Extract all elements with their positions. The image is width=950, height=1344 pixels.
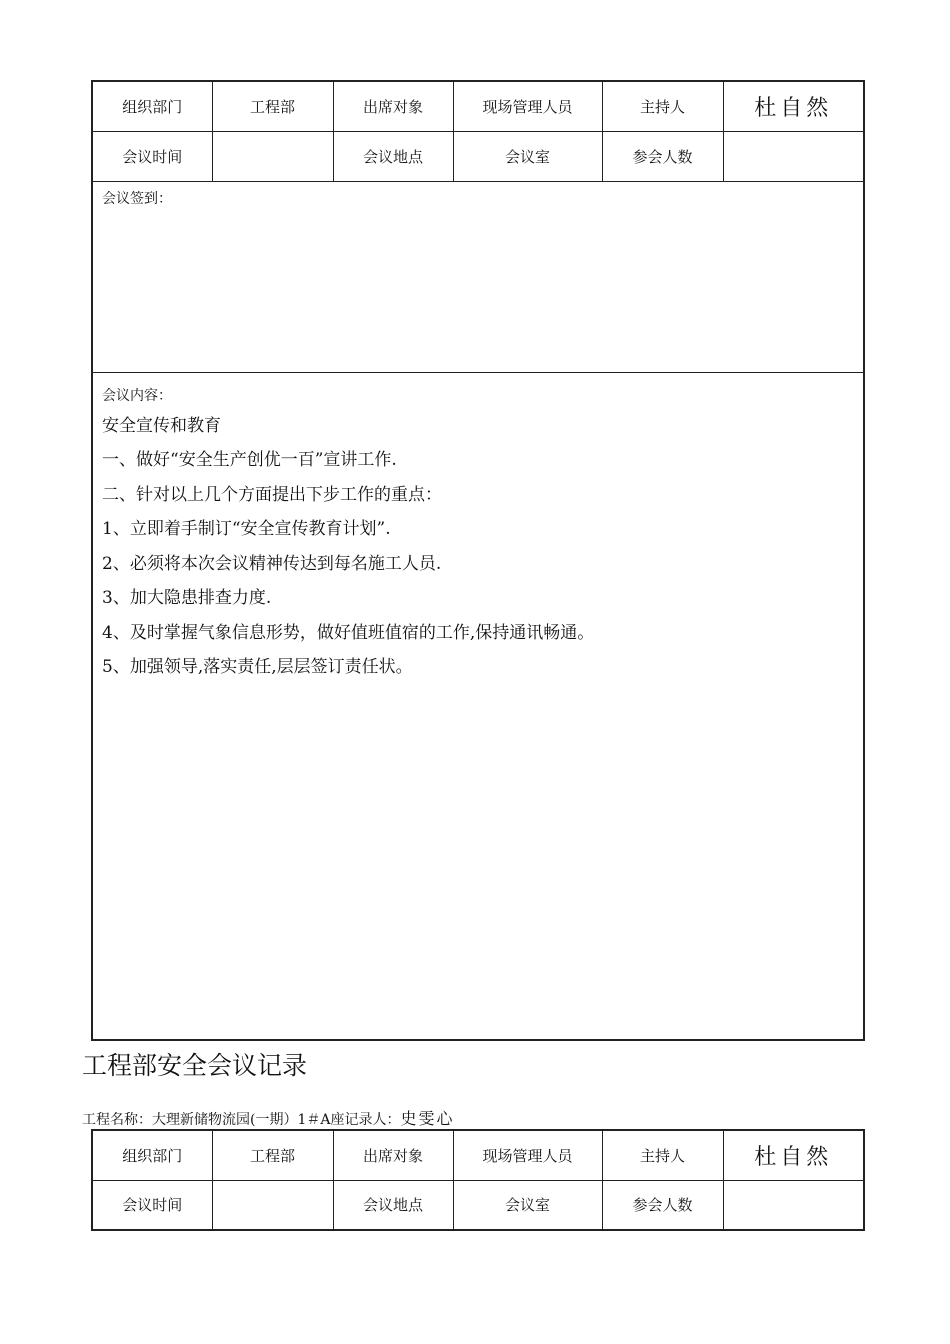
host-label: 主持人 (602, 1130, 723, 1180)
time-value (212, 1180, 333, 1230)
content-line: 一、做好“安全生产创优一百”宣讲工作. (102, 450, 397, 470)
host-value: 杜自然 (723, 81, 864, 131)
place-label: 会议地点 (333, 1180, 453, 1230)
attendee-value: 现场管理人员 (453, 1130, 602, 1180)
time-label: 会议时间 (92, 1180, 212, 1230)
time-value (212, 131, 333, 181)
org-value: 工程部 (212, 81, 333, 131)
signin-section (92, 181, 864, 372)
place-label: 会议地点 (333, 131, 453, 181)
org-label: 组织部门 (92, 81, 212, 131)
recorder-name: 史雯心 (400, 1109, 455, 1128)
attendee-value: 现场管理人员 (453, 81, 602, 131)
meeting-record-table-1 (91, 80, 865, 1041)
signin-label: 会议签到： (102, 190, 172, 207)
count-value (723, 131, 864, 181)
count-label: 参会人数 (602, 131, 723, 181)
content-line: 3、加大隐患排查力度. (102, 588, 272, 608)
content-line: 安全宣传和教育 (102, 415, 221, 436)
host-label: 主持人 (602, 81, 723, 131)
project-name-text: 工程名称：大理新储物流园(一期）1＃A座记录人： (82, 1112, 401, 1128)
document-title: 工程部安全会议记录 (82, 1051, 308, 1080)
content-line: 5、加强领导,落实责任,层层签订责任状。 (102, 657, 413, 677)
content-line: 4、及时掌握气象信息形势，做好值班值宿的工作,保持通讯畅通。 (102, 622, 595, 643)
content-list (102, 409, 863, 685)
place-value: 会议室 (453, 1180, 602, 1230)
place-value: 会议室 (453, 131, 602, 181)
count-label: 参会人数 (602, 1180, 723, 1230)
org-value: 工程部 (212, 1130, 333, 1180)
content-line: 1、立即着手制订“安全宣传教育计划”. (102, 519, 391, 539)
content-label: 会议内容： (102, 387, 172, 404)
content-line: 二、针对以上几个方面提出下步工作的重点： (102, 484, 442, 505)
project-info-line (82, 1106, 455, 1129)
content-line: 2、必须将本次会议精神传达到每名施工人员. (102, 553, 442, 574)
org-label: 组织部门 (92, 1130, 212, 1180)
time-label: 会议时间 (92, 131, 212, 181)
meeting-record-table-2 (91, 1129, 865, 1231)
attendee-label: 出席对象 (333, 81, 453, 131)
content-section (92, 372, 864, 1040)
host-value: 杜自然 (723, 1130, 864, 1180)
attendee-label: 出席对象 (333, 1130, 453, 1180)
count-value (723, 1180, 864, 1230)
